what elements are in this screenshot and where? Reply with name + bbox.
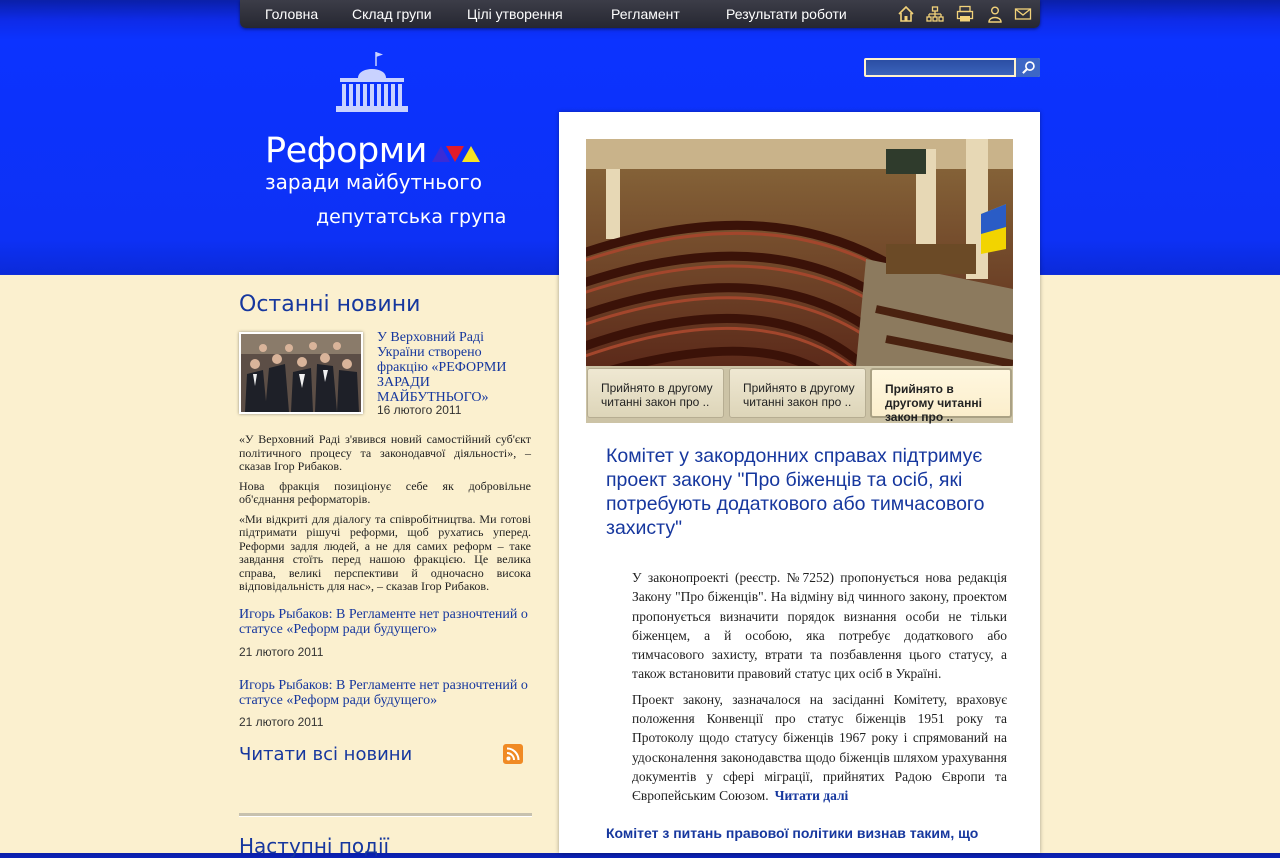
nav-goals[interactable]: Цілі утворення	[467, 6, 563, 22]
slider-tab[interactable]: Прийнято в другому читанні закон про ..	[587, 368, 724, 418]
logo-subtitle: заради майбутнього	[265, 170, 483, 194]
home-icon[interactable]	[897, 5, 915, 23]
slider-tab-active[interactable]: Прийнято в другому читанні закон про ..	[870, 368, 1012, 418]
news-thumbnail[interactable]	[239, 332, 363, 414]
logo-title: Реформи	[265, 131, 427, 171]
article-paragraph-text: Проект закону, зазначалося на засіданні Комітету, враховує положення Конвенції про статус біженців 1951 року та Протоколу щодо статусу біженців 1967 року і спрямований на удосконалення законодавства щодо біженців шляхом урахування документів у сфері міграції, прийнятих Радою Європи та Європейським Союзом.	[632, 691, 1007, 804]
sitemap-icon[interactable]	[926, 5, 944, 23]
logo-tagline: депутатська група	[316, 206, 507, 228]
nav-home[interactable]: Головна	[265, 6, 319, 22]
news-item-link[interactable]: Игорь Рыбаков: В Регламенте нет разночтений о статусе «Реформ ради будущего»	[239, 678, 528, 708]
article-title[interactable]: Комітет у закордонних справах підтримує проект закону "Про біженців та осіб, які потребують додаткового або тимчасового захисту"	[606, 445, 985, 539]
read-more-link[interactable]: Читати далі	[774, 788, 849, 804]
logo-triangles-icon	[430, 142, 482, 166]
section-divider	[239, 813, 532, 817]
nav-group-members[interactable]: Склад групи	[352, 6, 432, 22]
main-content	[559, 112, 1040, 853]
article2-title[interactable]: Комітет з питань правової політики визнав таким, що	[606, 825, 979, 841]
all-news-link[interactable]: Читати всі новини	[239, 744, 413, 765]
slider-tab[interactable]: Прийнято в другому читанні закон про ..	[729, 368, 866, 418]
latest-news-heading: Останні новини	[239, 292, 421, 317]
mail-icon[interactable]	[1014, 5, 1032, 23]
article-paragraph: У законопроекті (реєстр. №7252) пропонується нова редакція Закону "Про біженців". На відміну від чинного закону, проектом пропонується визначити порядок визнання особи не тільки біженцем, а й особою, яка потребує додаткового або тимчасового захисту, втрати та позбавлення цього статусу, а також встановити правовий статус цих осіб в Україні.	[632, 570, 1007, 682]
user-icon[interactable]	[986, 5, 1004, 23]
slider-image[interactable]	[586, 139, 1013, 366]
search-icon	[1021, 60, 1036, 75]
parliament-building-icon	[332, 48, 412, 114]
article-body	[632, 568, 1007, 812]
slider-tabs	[586, 366, 1013, 423]
article-paragraph	[632, 690, 1007, 806]
featured-news-date: 16 лютого 2011	[377, 403, 462, 417]
search-button[interactable]	[1016, 58, 1040, 77]
search-input[interactable]	[866, 60, 1014, 75]
top-nav	[240, 0, 1040, 28]
news-paragraph: «У Верховний Раді з'явився новий самостійний суб'єкт політичного процесу та законодавчої діяльності», – сказав Ігор Рибаков.	[239, 432, 531, 473]
next-events-heading: Наступні події	[239, 834, 390, 858]
news-paragraph: Нова фракція позиціонує себе як добровільне об'єднання реформаторів.	[239, 478, 531, 506]
featured-news-link[interactable]: У Верховний Раді України створено фракцію «РЕФОРМИ ЗАРАДИ МАЙБУТНЬОГО»	[377, 330, 507, 405]
nav-results[interactable]: Результати роботи	[726, 6, 847, 22]
news-item-date: 21 лютого 2011	[239, 645, 324, 659]
news-item-date: 21 лютого 2011	[239, 715, 324, 729]
rss-icon[interactable]	[503, 744, 523, 764]
search-box	[864, 58, 1040, 77]
print-icon[interactable]	[956, 5, 974, 23]
news-item-link[interactable]: Игорь Рыбаков: В Регламенте нет разночтений о статусе «Реформ ради будущего»	[239, 607, 528, 637]
nav-regulations[interactable]: Регламент	[611, 6, 680, 22]
featured-news-body	[239, 433, 531, 600]
news-paragraph: «Ми відкриті для діалогу та співробітництва. Ми готові підтримати рішучі реформи, щоб рухатись уперед. Реформи задля людей, а не для самих реформ – таке завдання стоїть перед нашою фракцією. Це велика справа, великі перспективи й одночасно висока відповідальність для нас», – сказав Ігор Рибаков.	[239, 511, 531, 593]
